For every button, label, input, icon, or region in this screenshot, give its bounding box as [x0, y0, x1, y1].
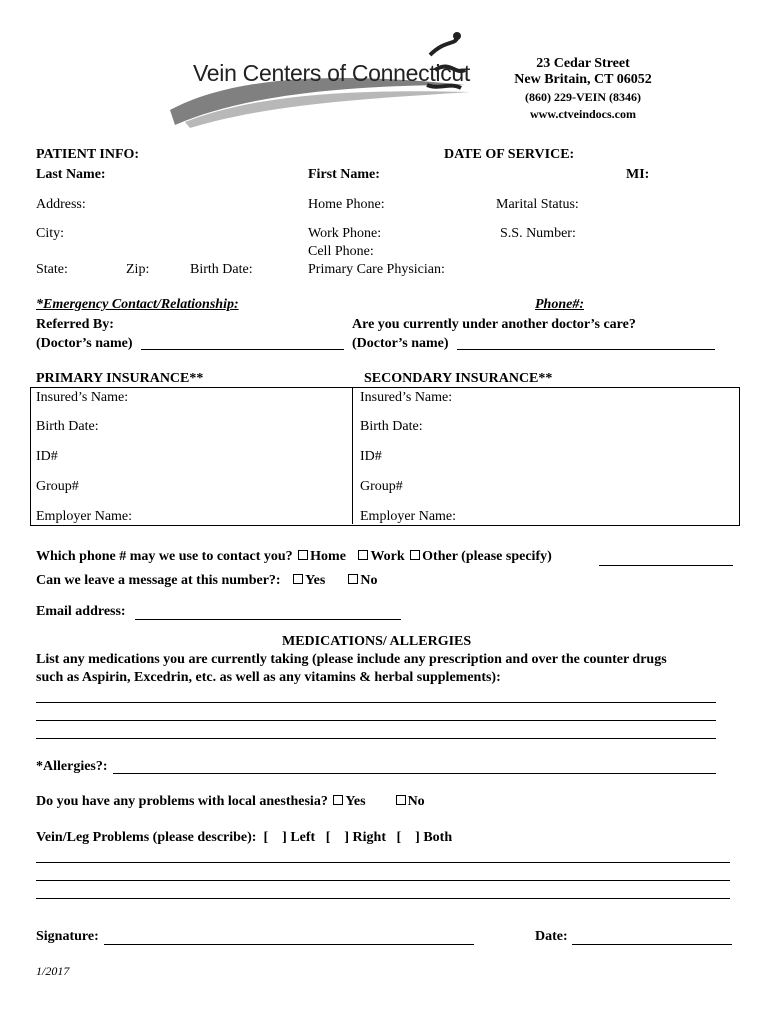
logo — [165, 30, 475, 130]
both-option-label: Both — [423, 830, 453, 845]
city-label: City: — [36, 226, 65, 241]
address-label: Address: — [36, 197, 86, 212]
other-doctor-line[interactable] — [457, 349, 715, 350]
home-checkbox[interactable] — [298, 550, 308, 560]
message-no-checkbox[interactable] — [348, 574, 358, 584]
secondary-insured-name: Insured’s Name: — [360, 390, 453, 405]
secondary-group: Group# — [360, 479, 403, 494]
signature-label: Signature: — [36, 929, 99, 944]
birth-date-label: Birth Date: — [190, 262, 253, 277]
marital-status-label: Marital Status: — [496, 197, 579, 212]
message-yes-label: Yes — [305, 573, 326, 588]
primary-insured-name: Insured’s Name: — [36, 390, 129, 405]
secondary-birth-date: Birth Date: — [360, 419, 423, 434]
medications-line-1[interactable] — [36, 702, 716, 703]
pcp-label: Primary Care Physician: — [308, 262, 445, 277]
patient-info-heading: PATIENT INFO: — [36, 147, 140, 162]
primary-id: ID# — [36, 449, 58, 464]
clinic-website: www.ctveindocs.com — [530, 107, 636, 121]
vein-description-line-1[interactable] — [36, 862, 730, 863]
medications-instructions-2: such as Aspirin, Excedrin, etc. as well as any vitamins & herbal supplements): — [36, 670, 501, 685]
vein-problems-row: Vein/Leg Problems (please describe): [ ] Left [ ] Right [ ] Both — [36, 830, 453, 845]
first-name-label: First Name: — [308, 167, 380, 182]
anesthesia-question: Do you have any problems with local anesthesia? — [36, 794, 328, 809]
medications-instructions-1: List any medications you are currently taking (please include any prescription and over the counter drugs — [36, 652, 667, 667]
work-phone-label: Work Phone: — [308, 226, 382, 241]
vein-description-line-3[interactable] — [36, 898, 730, 899]
primary-group: Group# — [36, 479, 79, 494]
which-phone-row — [36, 549, 552, 565]
clinic-phone: (860) 229-VEIN (8346) — [525, 90, 641, 104]
date-line[interactable] — [572, 944, 732, 945]
mi-label: MI: — [626, 167, 650, 182]
cell-phone-label: Cell Phone: — [308, 244, 374, 259]
referring-doctor-label: (Doctor’s name) — [36, 336, 133, 351]
other-option-label: Other (please specify) — [422, 549, 552, 564]
referring-doctor-line[interactable] — [141, 349, 344, 350]
leave-message-question: Can we leave a message at this number?: — [36, 573, 281, 588]
state-label: State: — [36, 262, 68, 277]
primary-employer: Employer Name: — [36, 509, 133, 524]
left-option-label: Left — [290, 830, 316, 845]
message-yes-checkbox[interactable] — [293, 574, 303, 584]
work-option-label: Work — [370, 549, 405, 564]
anesthesia-no-label: No — [407, 794, 425, 809]
logo-text: Vein Centers of Connecticut — [193, 60, 471, 86]
other-doctor-label: (Doctor’s name) — [352, 336, 449, 351]
email-line[interactable] — [135, 619, 401, 620]
other-care-question: Are you currently under another doctor’s care? — [352, 317, 636, 332]
insurance-divider — [352, 387, 353, 524]
secondary-id: ID# — [360, 449, 382, 464]
zip-label: Zip: — [126, 262, 150, 277]
medications-line-2[interactable] — [36, 720, 716, 721]
message-no-label: No — [360, 573, 378, 588]
vein-description-line-2[interactable] — [36, 880, 730, 881]
date-label: Date: — [535, 929, 568, 944]
signature-line[interactable] — [104, 944, 474, 945]
allergies-line[interactable] — [113, 773, 716, 774]
anesthesia-row — [36, 794, 425, 810]
anesthesia-yes-label: Yes — [345, 794, 366, 809]
home-phone-label: Home Phone: — [308, 197, 385, 212]
email-label: Email address: — [36, 604, 126, 619]
vein-problems-label: Vein/Leg Problems (please describe): — [36, 830, 257, 845]
secondary-insurance-heading: SECONDARY INSURANCE** — [364, 371, 553, 386]
ss-number-label: S.S. Number: — [500, 226, 576, 241]
anesthesia-yes-checkbox[interactable] — [333, 795, 343, 805]
last-name-label: Last Name: — [36, 167, 106, 182]
home-option-label: Home — [310, 549, 346, 564]
which-phone-question: Which phone # may we use to contact you? — [36, 549, 293, 564]
anesthesia-no-checkbox[interactable] — [396, 795, 406, 805]
right-option-label: Right — [352, 830, 386, 845]
date-of-service-label: DATE OF SERVICE: — [444, 147, 575, 162]
secondary-employer: Employer Name: — [360, 509, 457, 524]
primary-insurance-heading: PRIMARY INSURANCE** — [36, 371, 204, 386]
emergency-phone-label: Phone#: — [535, 297, 584, 312]
primary-birth-date: Birth Date: — [36, 419, 99, 434]
form-version: 1/2017 — [36, 964, 70, 978]
insurance-box — [30, 387, 740, 526]
address-line1: 23 Cedar Street — [536, 56, 630, 71]
other-checkbox[interactable] — [410, 550, 420, 560]
medications-heading: MEDICATIONS/ ALLERGIES — [282, 634, 472, 649]
leave-message-row — [36, 573, 377, 589]
other-phone-line[interactable] — [599, 565, 733, 566]
medications-line-3[interactable] — [36, 738, 716, 739]
referred-by-label: Referred By: — [36, 317, 114, 332]
allergies-label: *Allergies?: — [36, 759, 108, 774]
address-line2: New Britain, CT 06052 — [514, 72, 652, 87]
emergency-contact-label: *Emergency Contact/Relationship: — [36, 297, 239, 312]
work-checkbox[interactable] — [358, 550, 368, 560]
clinic-address-block — [483, 56, 683, 122]
